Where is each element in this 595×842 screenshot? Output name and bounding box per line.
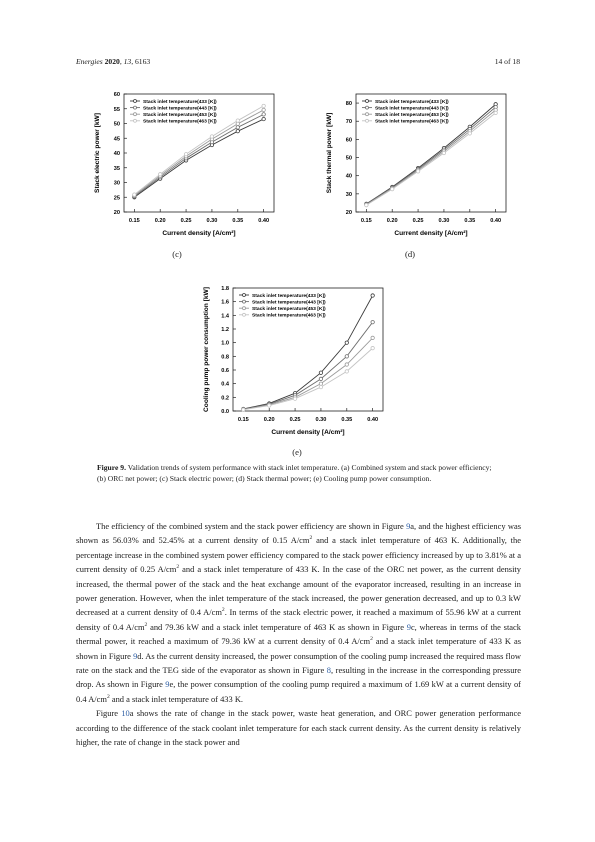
data-point bbox=[159, 173, 162, 176]
text-run: and a stack inlet temperature of 433 K. In the case of the ORC net power, as the current density increased, the thermal power of the stack and the heat exchange amount of the evaporator increased, resulting in an increase in power generation. However, when the inlet temperature of the stack increased, the power generation decreased, and up to 0.3 kW decreased at a current density of 0.4 A/cm bbox=[76, 564, 521, 618]
text-run: e, the power consumption of the cooling pump required a maximum of 1.69 kW at a current density of 0.4 A/cm bbox=[76, 679, 521, 704]
data-point bbox=[371, 294, 374, 297]
page-number: 14 of 18 bbox=[494, 57, 520, 66]
y-tick-label: 0.0 bbox=[221, 409, 229, 415]
running-header-journal: Energies 2020, 13, 6163 bbox=[76, 57, 151, 66]
legend-entry: Stack inlet temperature(463 [K]) bbox=[252, 313, 326, 319]
data-point bbox=[371, 346, 374, 349]
text-run: and a stack inlet temperature of 463 K. Additionally, the percentage increase in the combined system power efficiency compared to the stack power efficiency increased by up to 3.81% at a current density of 0.25 A/cm bbox=[76, 535, 521, 575]
data-point bbox=[345, 370, 348, 373]
legend-marker bbox=[243, 300, 246, 303]
x-tick-label: 0.40 bbox=[367, 417, 379, 423]
y-tick-label: 0.4 bbox=[221, 381, 229, 388]
x-tick-label: 0.40 bbox=[258, 218, 270, 224]
y-tick-label: 80 bbox=[345, 101, 352, 108]
y-tick-label: 50 bbox=[345, 155, 352, 162]
data-point bbox=[319, 371, 322, 374]
legend-entry: Stack inlet temperature(453 [K]) bbox=[375, 113, 449, 119]
legend-entry: Stack inlet temperature(453 [K]) bbox=[143, 113, 217, 119]
legend-entry: Stack inlet temperature(433 [K]) bbox=[375, 99, 449, 105]
y-tick-label: 40 bbox=[345, 173, 352, 180]
y-tick-label: 35 bbox=[113, 165, 120, 172]
data-point bbox=[262, 117, 265, 120]
y-tick-label: 1.4 bbox=[221, 313, 229, 320]
data-point bbox=[345, 363, 348, 366]
chart-d-svg bbox=[318, 84, 514, 244]
panel-label-e: (e) bbox=[292, 447, 302, 457]
paragraph-1 bbox=[76, 519, 521, 706]
text-run: Figure bbox=[96, 708, 122, 719]
legend-entry: Stack inlet temperature(463 [K]) bbox=[375, 119, 449, 125]
data-point bbox=[236, 129, 239, 132]
y-tick-label: 1.2 bbox=[221, 327, 229, 333]
figure-ref-link[interactable]: 9 bbox=[406, 621, 411, 632]
data-point bbox=[236, 119, 239, 122]
figure-ref-link[interactable]: 9 bbox=[133, 650, 138, 661]
chart-cooling-pump-power bbox=[195, 278, 391, 443]
y-tick-label: 20 bbox=[113, 210, 120, 216]
legend-marker bbox=[243, 313, 246, 316]
x-tick-label: 0.25 bbox=[180, 218, 192, 224]
legend-marker bbox=[366, 106, 369, 109]
data-point bbox=[262, 104, 265, 107]
data-point bbox=[442, 151, 445, 154]
x-axis-label: Current density [A/cm²] bbox=[162, 230, 236, 237]
data-point bbox=[391, 187, 394, 190]
y-tick-label: 60 bbox=[113, 92, 120, 98]
data-point bbox=[210, 135, 213, 138]
text-run: d. As the current density increased, the power consumption of the cooling pump increased the required mass flow rate on the stack and the TEG side of the evaporator as shown in Figure bbox=[76, 650, 521, 676]
legend-entry: Stack inlet temperature(443 [K]) bbox=[143, 106, 217, 112]
journal-volume: 13 bbox=[123, 57, 132, 66]
x-tick-label: 0.35 bbox=[341, 417, 353, 423]
chart-e-svg bbox=[195, 278, 391, 443]
y-tick-label: 55 bbox=[113, 106, 120, 113]
y-tick-label: 1.8 bbox=[221, 286, 229, 292]
chart-stack-thermal-power bbox=[318, 84, 514, 244]
x-tick-label: 0.35 bbox=[464, 218, 476, 224]
y-tick-label: 40 bbox=[113, 151, 120, 157]
figure-label: Figure 9. bbox=[97, 463, 126, 472]
superscript: 2 bbox=[176, 564, 180, 571]
data-point bbox=[319, 377, 322, 380]
series-line bbox=[243, 296, 372, 409]
x-tick-label: 0.15 bbox=[128, 218, 140, 224]
data-point bbox=[494, 111, 497, 114]
text-run: , resulting in the increase in the corresponding pressure drop. As shown in Figure bbox=[76, 665, 521, 690]
figure-ref-link[interactable]: 10 bbox=[121, 708, 130, 719]
x-tick-label: 0.15 bbox=[237, 417, 249, 423]
y-tick-label: 70 bbox=[345, 119, 352, 126]
x-tick-label: 0.20 bbox=[263, 417, 275, 423]
data-point bbox=[133, 193, 136, 196]
legend-marker bbox=[134, 100, 137, 103]
figure-ref-link[interactable]: 9 bbox=[406, 521, 411, 531]
text-run: a, and the highest efficiency was shown as 56.03% and 52.45% at a current density of 0.15 A/cm bbox=[76, 521, 521, 546]
plot-frame bbox=[356, 94, 506, 212]
text-run: and a stack inlet temperature of 433 K. bbox=[109, 693, 244, 704]
y-tick-label: 1.0 bbox=[221, 340, 229, 347]
figure-ref-link[interactable]: 8 bbox=[326, 665, 331, 676]
data-point bbox=[262, 113, 265, 116]
series-line bbox=[134, 119, 263, 197]
text-run: a shows the rate of change in the stack power, waste heat generation, and ORC power generation performance according to the difference of the stack coolant inlet temperature for each stack current density. As the current density is relatively higher, the rate of change in the stack power and bbox=[76, 708, 521, 748]
y-axis-label: Stack thermal power [kW] bbox=[326, 112, 333, 194]
x-tick-label: 0.25 bbox=[412, 218, 424, 224]
y-tick-label: 30 bbox=[345, 191, 352, 198]
x-tick-label: 0.20 bbox=[154, 218, 166, 224]
y-tick-label: 45 bbox=[113, 136, 120, 143]
chart-c-svg bbox=[86, 84, 282, 244]
data-point bbox=[268, 404, 271, 407]
y-tick-label: 20 bbox=[345, 210, 352, 216]
x-tick-label: 0.40 bbox=[490, 218, 502, 224]
y-tick-label: 50 bbox=[113, 121, 120, 128]
y-tick-label: 30 bbox=[113, 180, 120, 187]
legend-marker bbox=[134, 119, 137, 122]
body-text bbox=[76, 519, 521, 750]
data-point bbox=[345, 355, 348, 358]
y-tick-label: 0.2 bbox=[221, 395, 229, 402]
y-axis-label: Stack electric power [kW] bbox=[94, 113, 101, 193]
figure-caption-text: Validation trends of system performance with stack inlet temperature. (a) Combined system and stack power efficiency; (b) ORC net power; (c) Stack electric power; (d) Stack thermal power; (e) Cooling pump power consumption. bbox=[97, 463, 492, 484]
panel-label-d: (d) bbox=[404, 249, 416, 259]
data-point bbox=[365, 203, 368, 206]
data-point bbox=[293, 397, 296, 400]
legend-entry: Stack inlet temperature(453 [K]) bbox=[252, 307, 326, 313]
legend-entry: Stack inlet temperature(463 [K]) bbox=[143, 119, 217, 125]
x-axis-label: Current density [A/cm²] bbox=[271, 429, 345, 436]
data-point bbox=[184, 152, 187, 155]
legend-marker bbox=[366, 113, 369, 116]
superscript: 2 bbox=[309, 535, 313, 542]
paragraph-2 bbox=[76, 706, 521, 749]
figure-ref-link[interactable]: 9 bbox=[165, 679, 170, 690]
x-tick-label: 0.30 bbox=[206, 218, 218, 224]
legend-marker bbox=[366, 119, 369, 122]
y-axis-label: Cooling pump power consumption [kW] bbox=[203, 287, 210, 412]
y-tick-label: 25 bbox=[113, 195, 120, 202]
superscript: 2 bbox=[106, 694, 110, 701]
legend-marker bbox=[243, 294, 246, 297]
legend-marker bbox=[243, 307, 246, 310]
x-tick-label: 0.35 bbox=[232, 218, 244, 224]
series-line bbox=[134, 114, 263, 196]
data-point bbox=[319, 382, 322, 385]
x-tick-label: 0.30 bbox=[315, 417, 327, 423]
text-run: The efficiency of the combined system and the stack power efficiency are shown in Figure bbox=[96, 521, 407, 531]
x-tick-label: 0.30 bbox=[438, 218, 450, 224]
superscript: 2 bbox=[370, 636, 373, 643]
journal-name: Energies bbox=[76, 57, 103, 66]
panel-label-c: (c) bbox=[172, 249, 182, 259]
journal-year: 2020 bbox=[104, 57, 120, 66]
data-point bbox=[371, 336, 374, 339]
y-tick-label: 0.6 bbox=[221, 368, 229, 374]
legend-marker bbox=[134, 106, 137, 109]
x-tick-label: 0.25 bbox=[289, 417, 301, 423]
figure-caption bbox=[97, 462, 497, 484]
data-point bbox=[468, 132, 471, 135]
superscript: 2 bbox=[221, 607, 225, 614]
data-point bbox=[416, 170, 419, 173]
y-tick-label: 0.8 bbox=[221, 354, 229, 361]
data-point bbox=[371, 320, 374, 323]
data-point bbox=[236, 126, 239, 129]
legend-marker bbox=[366, 100, 369, 103]
y-tick-label: 60 bbox=[345, 137, 352, 144]
x-tick-label: 0.15 bbox=[360, 218, 372, 224]
y-tick-label: 1.6 bbox=[221, 299, 229, 306]
data-point bbox=[319, 385, 322, 388]
article-number: 6163 bbox=[135, 57, 151, 66]
chart-stack-electric-power bbox=[86, 84, 282, 244]
legend-entry: Stack inlet temperature(443 [K]) bbox=[375, 106, 449, 112]
data-point bbox=[242, 408, 245, 411]
legend-entry: Stack inlet temperature(433 [K]) bbox=[252, 293, 326, 299]
text-run: and a stack inlet temperature of 433 K as shown in Figure bbox=[76, 636, 521, 661]
text-run: c, whereas in terms of the stack thermal power, it reached a maximum of 79.36 kW at a current density of 0.4 A/cm bbox=[76, 621, 521, 647]
x-axis-label: Current density [A/cm²] bbox=[394, 230, 468, 237]
text-run: and 79.36 kW and a stack inlet temperature of 463 K as shown in Figure bbox=[147, 621, 407, 632]
data-point bbox=[345, 341, 348, 344]
legend-marker bbox=[134, 113, 137, 116]
superscript: 2 bbox=[144, 622, 148, 629]
series-line bbox=[243, 338, 372, 410]
legend-entry: Stack inlet temperature(433 [K]) bbox=[143, 99, 217, 105]
text-run: . In terms of the stack electric power, it reached a maximum of 55.96 kW at a current density of 0.4 A/cm bbox=[76, 607, 521, 632]
legend-entry: Stack inlet temperature(443 [K]) bbox=[252, 300, 326, 306]
x-tick-label: 0.20 bbox=[386, 218, 398, 224]
data-point bbox=[262, 108, 265, 111]
